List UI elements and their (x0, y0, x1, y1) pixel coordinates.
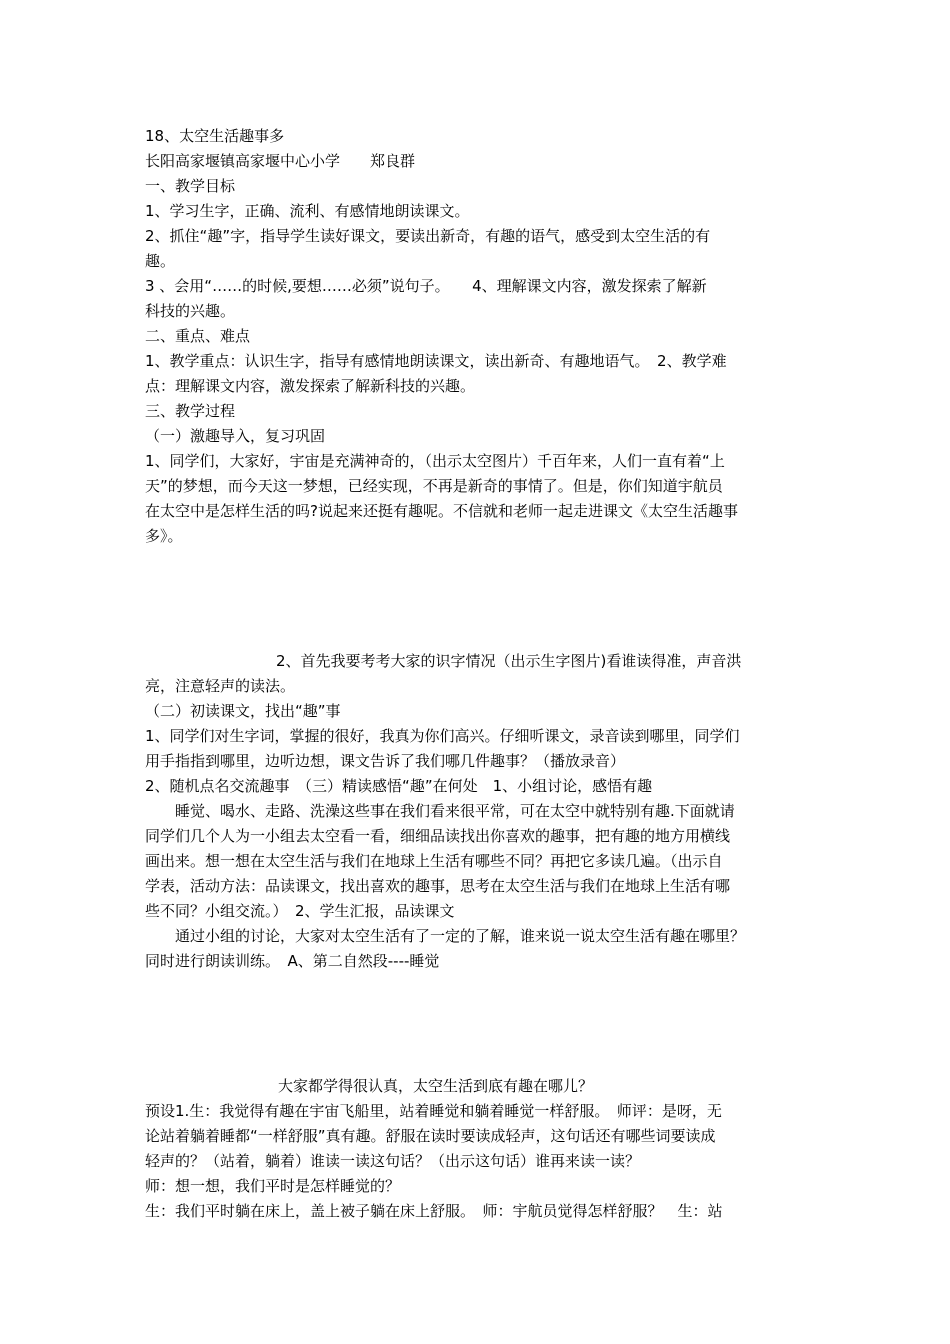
read-line3: 2、随机点名交流趣事 （三）精读感悟“趣”在何处 1、小组讨论，感悟有趣 (145, 777, 653, 795)
section-heading-process: 三、教学过程 (145, 402, 236, 420)
keypoints-line1: 1、教学重点：认识生字，指导有感情地朗读课文，读出新奇、有趣地语气。 2、教学难 (145, 352, 727, 370)
intro-line2: 天”的梦想，而今天这一梦想，已经实现，不再是新奇的事情了。但是，你们知道宇航员 (145, 477, 723, 495)
objective-2-line1: 2、抓住“趣”字，指导学生读好课文，要读出新奇，有趣的语气，感受到太空生活的有 (145, 227, 711, 245)
discuss-line3: 画出来。想一想在太空生活与我们在地球上生活有哪些不同？再把它多读几遍。（出示自 (145, 852, 723, 870)
report-line2: 同时进行朗读训练。 A、第二自然段----睡觉 (145, 952, 440, 970)
objective-3-line1: 3 、会用“……的时候,要想……必须”说句子。 4、理解课文内容，激发探索了解新 (145, 277, 707, 295)
intro-line3: 在太空中是怎样生活的吗?说起来还挺有趣呢。不信就和老师一起走进课文《太空生活趣事 (145, 502, 738, 520)
serious-line: 大家都学得很认真，太空生活到底有趣在哪儿？ (278, 1077, 594, 1095)
preset-line1: 预设1.生：我觉得有趣在宇宙飞船里，站着睡觉和躺着睡觉一样舒服。 师评：是呀，无 (145, 1102, 722, 1120)
discuss-line5: 些不同？小组交流。） 2、学生汇报，品读课文 (145, 902, 455, 920)
lesson-title: 18、太空生活趣事多 (145, 127, 285, 145)
intro-line4: 多》。 (145, 527, 183, 545)
section-heading-objectives: 一、教学目标 (145, 177, 236, 195)
section-heading-keypoints: 二、重点、难点 (145, 327, 251, 345)
preset-line2: 论站着躺着睡都“一样舒服”真有趣。舒服在读时要读成轻声，这句话还有哪些词要读成 (145, 1127, 716, 1145)
part1-heading: （一）激趣导入，复习巩固 (145, 427, 326, 445)
objective-1: 1、学习生字，正确、流利、有感情地朗读课文。 (145, 202, 470, 220)
read-line1: 1、同学们对生字词，掌握的很好，我真为你们高兴。仔细听课文，录音读到哪里，同学们 (145, 727, 740, 745)
discuss-line1: 睡觉、喝水、走路、洗澡这些事在我们看来很平常，可在太空中就特别有趣.下面就请 (160, 802, 735, 820)
objective-2-line2: 趣。 (145, 252, 176, 270)
sleep-line: 生：我们平时躺在床上，盖上被子躺在床上舒服。 师：宇航员觉得怎样舒服？ 生：站 (145, 1202, 723, 1220)
intro-line1: 1、同学们，大家好，宇宙是充满神奇的，（出示太空图片）千百年来，人们一直有着“上 (145, 452, 725, 470)
discuss-line2: 同学们几个人为一小组去太空看一看，细细品读找出你喜欢的趣事，把有趣的地方用横线 (145, 827, 731, 845)
think-line: 师：想一想，我们平时是怎样睡觉的？ (145, 1177, 401, 1195)
report-line1: 通过小组的讨论，大家对太空生活有了一定的了解，谁来说一说太空生活有趣在哪里？ (160, 927, 746, 945)
preset-line3: 轻声的？（站着，躺着）谁读一读这句话？（出示这句话）谁再来读一读？ (145, 1152, 641, 1170)
keypoints-line2: 点：理解课文内容，激发探索了解新科技的兴趣。 (145, 377, 476, 395)
objective-3-line2: 科技的兴趣。 (145, 302, 236, 320)
author-line: 长阳高家堰镇高家堰中心小学 郑良群 (145, 152, 416, 170)
discuss-line4: 学表，活动方法：品读课文，找出喜欢的趣事，思考在太空生活与我们在地球上生活有哪 (145, 877, 731, 895)
part2-heading: （二）初读课文，找出“趣”事 (145, 702, 341, 720)
read-line2: 用手指指到哪里，边听边想，课文告诉了我们哪几件趣事？（播放录音） (145, 752, 626, 770)
review-line2: 亮，注意轻声的读法。 (145, 677, 296, 695)
review-line1: 2、首先我要考考大家的识字情况（出示生字图片)看谁读得准，声音洪 (276, 652, 742, 670)
